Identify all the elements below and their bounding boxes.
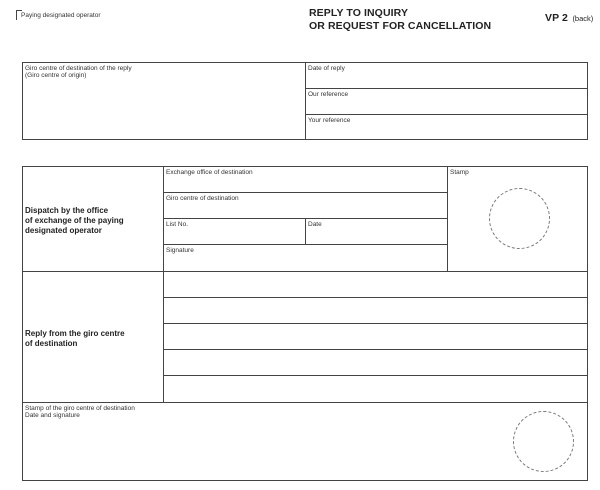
operator-corner-mark <box>16 10 17 20</box>
list-no-field[interactable]: List No. <box>166 221 189 228</box>
list-date-divider <box>305 218 306 244</box>
form-code <box>545 8 593 26</box>
form-title-line2: OR REQUEST FOR CANCELLATION <box>309 20 492 32</box>
giro-origin-label: (Giro centre of origin) <box>25 72 87 79</box>
bottom-stamp-label: Stamp of the giro centre of destination <box>25 405 135 412</box>
giro-centre-field[interactable]: Giro centre of destination <box>166 195 239 202</box>
section1-row-line-1 <box>305 88 588 89</box>
signature-field[interactable]: Signature <box>166 247 194 254</box>
reply-section-top-line <box>22 271 588 272</box>
reply-line-3[interactable] <box>163 349 588 350</box>
dispatch-label-line2: of exchange of the paying <box>25 216 124 225</box>
date-field[interactable]: Date <box>308 221 322 228</box>
reply-line-2[interactable] <box>163 323 588 324</box>
our-reference-field[interactable]: Our reference <box>308 91 349 98</box>
paying-operator-label: Paying designated operator <box>21 12 101 19</box>
dispatch-label-line3: designated operator <box>25 226 102 235</box>
operator-corner-mark-top <box>16 10 22 11</box>
reply-label-line1: Reply from the giro centre <box>25 329 125 338</box>
stamp-label: Stamp <box>450 169 469 176</box>
form-side: (back) <box>572 14 594 23</box>
dispatch-label-line1: Dispatch by the office <box>25 206 109 215</box>
reply-line-1[interactable] <box>163 297 588 298</box>
reply-line-4[interactable] <box>163 375 588 376</box>
exchange-office-field[interactable]: Exchange office of destination <box>166 169 253 176</box>
form-title-line1: REPLY TO INQUIRY <box>309 7 409 19</box>
section1-row-line-2 <box>305 114 588 115</box>
stamp-column-divider <box>447 166 448 271</box>
bottom-stamp-circle-icon <box>513 411 574 472</box>
form-code-number: VP 2 <box>545 12 568 24</box>
date-of-reply-field[interactable]: Date of reply <box>308 65 345 72</box>
dispatch-label-divider <box>163 166 164 402</box>
bottom-stamp-top-line <box>22 402 588 403</box>
dispatch-row-line-3 <box>163 244 447 245</box>
your-reference-field[interactable]: Your reference <box>308 117 351 124</box>
giro-dest-reply-label: Giro centre of destination of the reply <box>25 65 132 72</box>
dispatch-row-line-1 <box>163 192 447 193</box>
bottom-date-signature-field[interactable]: Date and signature <box>25 412 80 419</box>
reply-label-line2: of destination <box>25 339 78 348</box>
section1-divider <box>305 62 306 140</box>
stamp-circle-icon <box>489 188 550 249</box>
